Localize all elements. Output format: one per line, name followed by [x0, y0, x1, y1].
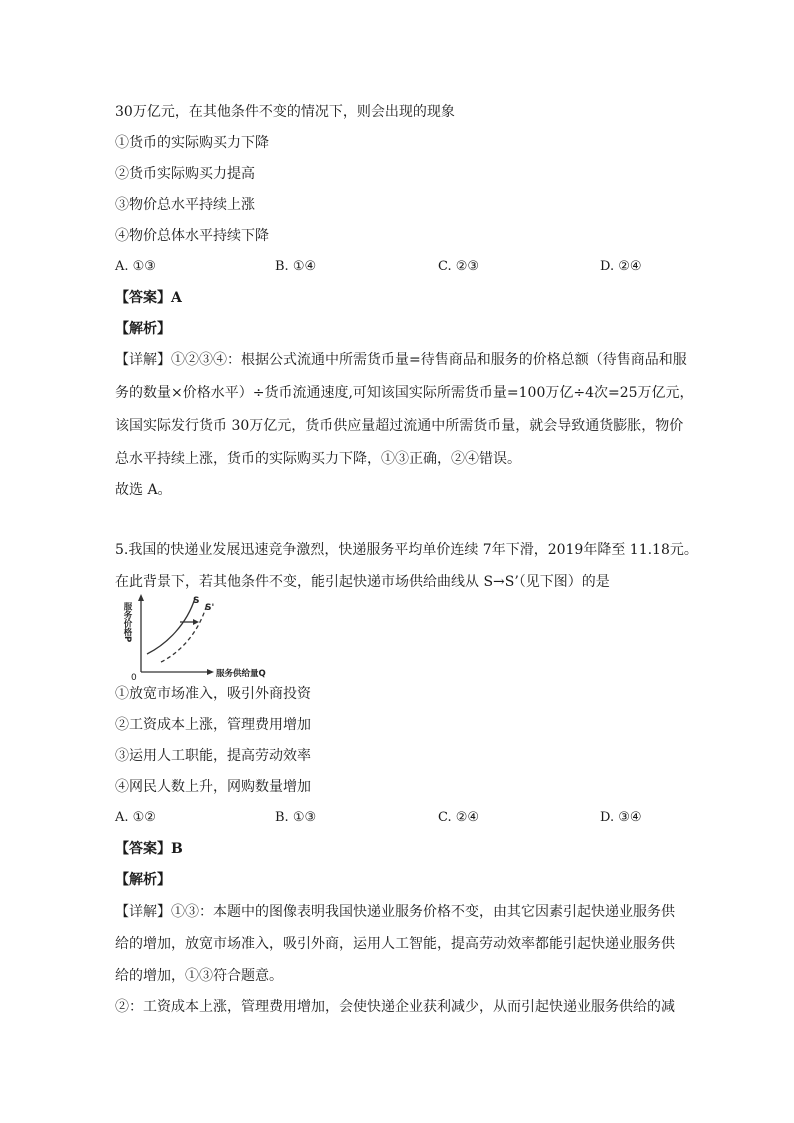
q5-item-4: ④网民人数上升，网购数量增加 [115, 779, 311, 795]
q4-detail-line-1: 【详解】①②③④：根据公式流通中所需货币量=待售商品和服务的价格总额（待售商品和服 [115, 352, 687, 368]
q4-item-4: ④物价总体水平持续下降 [115, 228, 269, 244]
q4-conclusion: 故选 A。 [115, 482, 172, 498]
curve-s-label: S [193, 596, 200, 606]
y-axis-arrow [138, 594, 144, 601]
q4-item-2: ②货币实际购买力提高 [115, 166, 255, 182]
q5-answer: 【答案】B [115, 841, 183, 857]
q5-detail-line-1: 【详解】①③：本题中的图像表明我国快递业服务价格不变，由其它因素引起快递业服务供 [115, 904, 675, 920]
q5-detail-line-3: 给的增加，①③符合题意。 [115, 968, 283, 984]
q4-option-a: A. ①③ [115, 259, 156, 274]
q5-stem-line-2: 在此背景下，若其他条件不变，能引起快递市场供给曲线从 S→S’（见下图）的是 [115, 574, 610, 590]
supply-curve-graph [115, 592, 315, 682]
q5-option-a: A. ①② [115, 810, 156, 825]
curve-s [147, 598, 195, 654]
q4-answer: 【答案】A [115, 290, 182, 306]
q4-option-c: C. ②③ [438, 259, 480, 274]
q5-analysis-label: 【解析】 [115, 872, 171, 888]
q5-option-d: D. ③④ [600, 810, 642, 825]
x-axis-arrow [207, 669, 214, 675]
q5-option-c: C. ②④ [438, 810, 480, 825]
q4-detail-line-4: 总水平持续上涨，货币的实际购买力下降，①③正确，②④错误。 [115, 451, 521, 467]
q4-analysis-label: 【解析】 [115, 321, 171, 337]
q5-stem-line-1: 5.我国的快递业发展迅速竞争激烈，快递服务平均单价连续 7年下滑，2019年降至 11.18元。 [115, 542, 698, 558]
q5-item-3: ③运用人工职能，提高劳动效率 [115, 748, 311, 764]
q4-option-d: D. ②④ [600, 259, 642, 274]
q4-item-3: ③物价总水平持续上涨 [115, 197, 255, 213]
q5-option-b: B. ①③ [275, 810, 317, 825]
q4-detail-line-3: 该国实际发行货币 30万亿元，货币供应量超过流通中所需货币量，就会导致通货膨胀，物价 [115, 418, 684, 434]
q5-item-1: ①放宽市场准入，吸引外商投资 [115, 686, 311, 702]
q5-detail-line-2: 给的增加，放宽市场准入，吸引外商，运用人工智能，提高劳动效率都能引起快递业服务供 [115, 936, 675, 952]
q5-item-2: ②工资成本上涨，管理费用增加 [115, 717, 311, 733]
q4-item-1: ①货币的实际购买力下降 [115, 135, 269, 151]
q5-detail-line-4: ②：工资成本上涨，管理费用增加，会使快递企业获利减少，从而引起快递业服务供给的减 [115, 999, 675, 1015]
q4-detail-line-2: 务的数量×价格水平）÷货币流通速度,可知该国实际所需货币量=100万亿÷4次=25万亿元， [115, 385, 694, 401]
q4-option-b: B. ①④ [275, 259, 317, 274]
q4-stem-tail: 30万亿元，在其他条件不变的情况下，则会出现的现象 [115, 104, 455, 120]
origin-label: 0 [131, 673, 137, 682]
shift-arrow-head [193, 619, 199, 625]
x-axis-label: 服务供给量Q [216, 669, 266, 679]
y-axis-label: 服务价格P [122, 602, 132, 643]
curve-s-prime [161, 604, 207, 662]
curve-s-prime-label: S' [205, 603, 215, 613]
